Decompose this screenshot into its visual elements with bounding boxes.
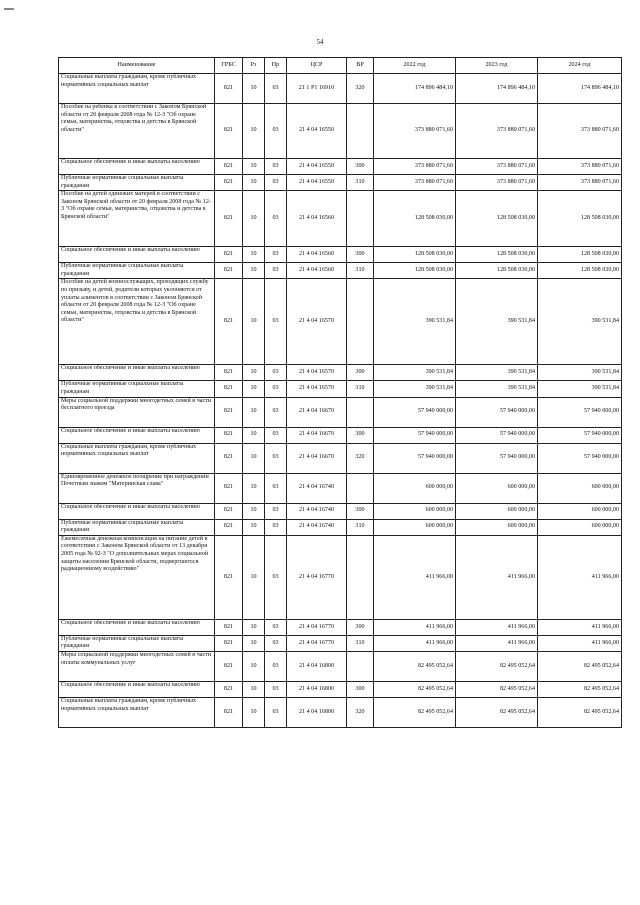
row-csr: 21 4 04 16740 xyxy=(287,503,347,519)
row-csr: 21 4 04 16570 xyxy=(287,381,347,397)
row-amount-2023: 390 531,84 xyxy=(456,279,538,365)
row-amount-2024: 390 531,84 xyxy=(538,381,622,397)
row-grbs: 821 xyxy=(215,175,243,191)
row-vr xyxy=(347,191,374,247)
row-amount-2023: 600 000,00 xyxy=(456,503,538,519)
row-amount-2023: 57 940 000,00 xyxy=(456,397,538,427)
header-name: Наименование xyxy=(59,58,215,74)
row-amount-2022: 600 000,00 xyxy=(374,473,456,503)
row-amount-2023: 128 508 030,00 xyxy=(456,247,538,263)
row-amount-2023: 600 000,00 xyxy=(456,519,538,535)
row-pr: 03 xyxy=(265,619,287,635)
header-grbs: ГРБС xyxy=(215,58,243,74)
row-name: Социальное обеспечение и иные выплаты населению xyxy=(59,159,215,175)
row-csr: 21 4 04 16560 xyxy=(287,191,347,247)
row-csr: 21 4 04 16570 xyxy=(287,365,347,381)
row-amount-2022: 600 000,00 xyxy=(374,503,456,519)
table-row xyxy=(59,159,622,175)
row-rz: 10 xyxy=(243,175,265,191)
row-amount-2023: 82 495 052,64 xyxy=(456,652,538,682)
row-name: Ежемесячная денежная компенсация на питание детей в соответствии с Законом Брянской области от 13 декабря 2005 года № 92-З "О дополнительных мерах социальной защиты населения Брянской области, подвергшегося радиационному воздействию" xyxy=(59,535,215,619)
row-pr: 03 xyxy=(265,473,287,503)
row-rz: 10 xyxy=(243,381,265,397)
row-amount-2023: 390 531,84 xyxy=(456,381,538,397)
row-pr: 03 xyxy=(265,652,287,682)
row-vr: 300 xyxy=(347,503,374,519)
row-name: Социальное обеспечение и иные выплаты населению xyxy=(59,503,215,519)
row-rz: 10 xyxy=(243,503,265,519)
row-amount-2024: 373 880 071,60 xyxy=(538,175,622,191)
row-csr: 21 4 04 16770 xyxy=(287,619,347,635)
row-vr xyxy=(347,104,374,159)
table-row xyxy=(59,682,622,698)
row-amount-2024: 128 508 030,00 xyxy=(538,247,622,263)
row-vr: 300 xyxy=(347,247,374,263)
table-row xyxy=(59,279,622,365)
row-name: Публичные нормативные социальные выплаты гражданам xyxy=(59,519,215,535)
table-row xyxy=(59,104,622,159)
row-amount-2023: 128 508 030,00 xyxy=(456,191,538,247)
row-vr: 320 xyxy=(347,698,374,728)
row-amount-2023: 82 495 052,64 xyxy=(456,698,538,728)
row-rz: 10 xyxy=(243,397,265,427)
row-name: Социальное обеспечение и иные выплаты населению xyxy=(59,427,215,443)
row-vr: 300 xyxy=(347,159,374,175)
row-grbs: 821 xyxy=(215,104,243,159)
row-amount-2024: 411 966,00 xyxy=(538,535,622,619)
row-pr: 03 xyxy=(265,381,287,397)
row-amount-2024: 82 495 052,64 xyxy=(538,698,622,728)
page-number: 54 xyxy=(316,38,324,46)
scan-edge-mark xyxy=(4,8,14,10)
header-vr: ВР xyxy=(347,58,374,74)
row-csr: 21 1 P1 16910 xyxy=(287,74,347,104)
row-amount-2023: 390 531,84 xyxy=(456,365,538,381)
row-amount-2022: 373 880 071,60 xyxy=(374,104,456,159)
row-pr: 03 xyxy=(265,263,287,279)
row-vr: 300 xyxy=(347,365,374,381)
row-pr: 03 xyxy=(265,74,287,104)
table-row xyxy=(59,635,622,651)
table-row xyxy=(59,503,622,519)
row-pr: 03 xyxy=(265,698,287,728)
row-name: Социальное обеспечение и иные выплаты населению xyxy=(59,682,215,698)
table-row xyxy=(59,381,622,397)
row-amount-2022: 128 508 030,00 xyxy=(374,263,456,279)
row-vr: 310 xyxy=(347,635,374,651)
row-amount-2022: 174 896 484,10 xyxy=(374,74,456,104)
row-amount-2024: 57 940 000,00 xyxy=(538,397,622,427)
row-vr xyxy=(347,473,374,503)
row-pr: 03 xyxy=(265,535,287,619)
row-amount-2023: 411 966,00 xyxy=(456,535,538,619)
header-2023: 2023 год xyxy=(456,58,538,74)
row-vr: 300 xyxy=(347,619,374,635)
row-grbs: 821 xyxy=(215,443,243,473)
row-vr xyxy=(347,535,374,619)
table-row xyxy=(59,519,622,535)
row-amount-2024: 128 508 030,00 xyxy=(538,191,622,247)
row-csr: 21 4 04 16800 xyxy=(287,698,347,728)
row-amount-2022: 600 000,00 xyxy=(374,519,456,535)
header-2024: 2024 год xyxy=(538,58,622,74)
row-csr: 21 4 04 16560 xyxy=(287,263,347,279)
row-grbs: 821 xyxy=(215,159,243,175)
header-csr: ЦСР xyxy=(287,58,347,74)
row-grbs: 821 xyxy=(215,381,243,397)
table-row xyxy=(59,698,622,728)
row-vr: 310 xyxy=(347,381,374,397)
row-name: Социальное обеспечение и иные выплаты населению xyxy=(59,247,215,263)
row-amount-2024: 57 940 000,00 xyxy=(538,443,622,473)
row-name: Единовременное денежное поощрение при награждении Почетным знаком "Материнская слава" xyxy=(59,473,215,503)
table-row xyxy=(59,74,622,104)
row-amount-2022: 373 880 071,60 xyxy=(374,175,456,191)
row-rz: 10 xyxy=(243,247,265,263)
row-amount-2024: 411 966,00 xyxy=(538,619,622,635)
row-amount-2023: 600 000,00 xyxy=(456,473,538,503)
row-pr: 03 xyxy=(265,175,287,191)
row-name: Публичные нормативные социальные выплаты гражданам xyxy=(59,381,215,397)
row-name: Пособие на детей одиноких матерей в соответствии с Законом Брянской области от 20 февраля 2008 года № 12-З "Об охране семьи, материнства, отцовства и детства в Брянской области" xyxy=(59,191,215,247)
row-pr: 03 xyxy=(265,159,287,175)
row-vr: 300 xyxy=(347,682,374,698)
row-amount-2023: 373 880 071,60 xyxy=(456,175,538,191)
row-csr: 21 4 04 16740 xyxy=(287,473,347,503)
row-amount-2024: 82 495 052,64 xyxy=(538,682,622,698)
row-pr: 03 xyxy=(265,427,287,443)
row-amount-2024: 600 000,00 xyxy=(538,503,622,519)
row-grbs: 821 xyxy=(215,191,243,247)
row-pr: 03 xyxy=(265,191,287,247)
row-rz: 10 xyxy=(243,635,265,651)
row-amount-2024: 411 966,00 xyxy=(538,635,622,651)
header-2022: 2022 год xyxy=(374,58,456,74)
row-amount-2022: 128 508 030,00 xyxy=(374,191,456,247)
table-row xyxy=(59,427,622,443)
row-rz: 10 xyxy=(243,652,265,682)
row-vr: 320 xyxy=(347,74,374,104)
row-amount-2023: 411 966,00 xyxy=(456,635,538,651)
row-amount-2024: 373 880 071,60 xyxy=(538,104,622,159)
row-grbs: 821 xyxy=(215,698,243,728)
table-row xyxy=(59,443,622,473)
row-amount-2024: 174 896 484,10 xyxy=(538,74,622,104)
row-rz: 10 xyxy=(243,682,265,698)
row-pr: 03 xyxy=(265,682,287,698)
row-name: Пособие на детей военнослужащих, проходящих службу по призыву, и детей, родители которых уклоняются от уплаты алиментов в соответствии с Законом Брянской области от 20 февраля 2008 года № 12-З "Об охране семьи, материнства, отцовства и детства в Брянской области" xyxy=(59,279,215,365)
row-rz: 10 xyxy=(243,698,265,728)
row-vr: 310 xyxy=(347,175,374,191)
row-csr: 21 4 04 16800 xyxy=(287,652,347,682)
row-name: Социальные выплаты гражданам, кроме публичных нормативных социальных выплат xyxy=(59,74,215,104)
row-amount-2022: 390 531,84 xyxy=(374,381,456,397)
table-row xyxy=(59,473,622,503)
row-amount-2024: 57 940 000,00 xyxy=(538,427,622,443)
row-amount-2022: 390 531,84 xyxy=(374,365,456,381)
row-pr: 03 xyxy=(265,635,287,651)
row-amount-2023: 57 940 000,00 xyxy=(456,443,538,473)
row-csr: 21 4 04 16800 xyxy=(287,682,347,698)
row-amount-2023: 373 880 071,60 xyxy=(456,104,538,159)
row-rz: 10 xyxy=(243,74,265,104)
row-name: Социальное обеспечение и иные выплаты населению xyxy=(59,619,215,635)
row-name: Социальное обеспечение и иные выплаты населению xyxy=(59,365,215,381)
row-grbs: 821 xyxy=(215,635,243,651)
row-amount-2024: 82 495 052,64 xyxy=(538,652,622,682)
row-pr: 03 xyxy=(265,443,287,473)
table-row xyxy=(59,365,622,381)
row-pr: 03 xyxy=(265,519,287,535)
row-amount-2022: 57 940 000,00 xyxy=(374,427,456,443)
row-amount-2022: 411 966,00 xyxy=(374,635,456,651)
row-amount-2022: 82 495 052,64 xyxy=(374,682,456,698)
row-rz: 10 xyxy=(243,427,265,443)
row-name: Публичные нормативные социальные выплаты гражданам xyxy=(59,263,215,279)
row-vr: 310 xyxy=(347,519,374,535)
row-csr: 21 4 04 16770 xyxy=(287,635,347,651)
row-pr: 03 xyxy=(265,397,287,427)
budget-table xyxy=(58,57,622,728)
row-amount-2023: 82 495 052,64 xyxy=(456,682,538,698)
row-amount-2023: 373 880 071,60 xyxy=(456,159,538,175)
row-csr: 21 4 04 16670 xyxy=(287,427,347,443)
row-amount-2022: 82 495 052,64 xyxy=(374,698,456,728)
row-grbs: 821 xyxy=(215,427,243,443)
row-vr xyxy=(347,279,374,365)
row-grbs: 821 xyxy=(215,263,243,279)
row-rz: 10 xyxy=(243,443,265,473)
row-grbs: 821 xyxy=(215,397,243,427)
row-grbs: 821 xyxy=(215,365,243,381)
table-body xyxy=(59,74,622,728)
row-amount-2022: 57 940 000,00 xyxy=(374,443,456,473)
row-rz: 10 xyxy=(243,619,265,635)
row-vr xyxy=(347,652,374,682)
row-amount-2024: 373 880 071,60 xyxy=(538,159,622,175)
row-pr: 03 xyxy=(265,279,287,365)
row-grbs: 821 xyxy=(215,74,243,104)
row-amount-2022: 128 508 030,00 xyxy=(374,247,456,263)
row-csr: 21 4 04 16570 xyxy=(287,279,347,365)
row-csr: 21 4 04 16740 xyxy=(287,519,347,535)
row-grbs: 821 xyxy=(215,682,243,698)
row-name: Социальные выплаты гражданам, кроме публичных нормативных социальных выплат xyxy=(59,698,215,728)
row-amount-2023: 128 508 030,00 xyxy=(456,263,538,279)
row-amount-2022: 411 966,00 xyxy=(374,619,456,635)
row-amount-2024: 128 508 030,00 xyxy=(538,263,622,279)
row-amount-2022: 390 531,84 xyxy=(374,279,456,365)
row-grbs: 821 xyxy=(215,503,243,519)
row-pr: 03 xyxy=(265,365,287,381)
row-rz: 10 xyxy=(243,263,265,279)
row-rz: 10 xyxy=(243,159,265,175)
row-csr: 21 4 04 16560 xyxy=(287,247,347,263)
row-name: Пособие на ребенка в соответствии с Законом Брянской области от 20 февраля 2008 года № 12-З "Об охране семьи, материнства, отцовства и детства в Брянской области" xyxy=(59,104,215,159)
row-rz: 10 xyxy=(243,519,265,535)
row-vr: 310 xyxy=(347,263,374,279)
row-name: Меры социальной поддержки многодетных семей в части оплаты коммунальных услуг xyxy=(59,652,215,682)
row-amount-2023: 174 896 484,10 xyxy=(456,74,538,104)
row-name: Меры социальной поддержки многодетных семей в части бесплатного проезда xyxy=(59,397,215,427)
header-rz: Рз xyxy=(243,58,265,74)
table-row xyxy=(59,619,622,635)
row-rz: 10 xyxy=(243,279,265,365)
row-pr: 03 xyxy=(265,503,287,519)
row-amount-2022: 82 495 052,64 xyxy=(374,652,456,682)
row-grbs: 821 xyxy=(215,652,243,682)
row-csr: 21 4 04 16670 xyxy=(287,443,347,473)
table-row xyxy=(59,191,622,247)
row-amount-2023: 411 966,00 xyxy=(456,619,538,635)
table-row xyxy=(59,175,622,191)
row-amount-2022: 373 880 071,60 xyxy=(374,159,456,175)
row-amount-2024: 390 531,84 xyxy=(538,279,622,365)
table-row xyxy=(59,652,622,682)
row-rz: 10 xyxy=(243,473,265,503)
row-csr: 21 4 04 16550 xyxy=(287,104,347,159)
row-csr: 21 4 04 16770 xyxy=(287,535,347,619)
row-rz: 10 xyxy=(243,365,265,381)
row-grbs: 821 xyxy=(215,519,243,535)
row-name: Публичные нормативные социальные выплаты гражданам xyxy=(59,175,215,191)
row-grbs: 821 xyxy=(215,473,243,503)
row-csr: 21 4 04 16670 xyxy=(287,397,347,427)
row-grbs: 821 xyxy=(215,619,243,635)
row-vr: 300 xyxy=(347,427,374,443)
row-rz: 10 xyxy=(243,191,265,247)
row-vr xyxy=(347,397,374,427)
table-row xyxy=(59,247,622,263)
row-amount-2024: 600 000,00 xyxy=(538,519,622,535)
table-header-row xyxy=(59,58,622,74)
table-row xyxy=(59,397,622,427)
row-rz: 10 xyxy=(243,104,265,159)
row-csr: 21 4 04 16550 xyxy=(287,159,347,175)
header-pr: Пр xyxy=(265,58,287,74)
row-grbs: 821 xyxy=(215,247,243,263)
row-vr: 320 xyxy=(347,443,374,473)
row-grbs: 821 xyxy=(215,279,243,365)
row-amount-2023: 57 940 000,00 xyxy=(456,427,538,443)
table-row xyxy=(59,535,622,619)
row-grbs: 821 xyxy=(215,535,243,619)
row-name: Публичные нормативные социальные выплаты гражданам xyxy=(59,635,215,651)
row-pr: 03 xyxy=(265,247,287,263)
row-amount-2022: 57 940 000,00 xyxy=(374,397,456,427)
row-amount-2024: 390 531,84 xyxy=(538,365,622,381)
row-amount-2022: 411 966,00 xyxy=(374,535,456,619)
row-csr: 21 4 04 16550 xyxy=(287,175,347,191)
row-rz: 10 xyxy=(243,535,265,619)
row-pr: 03 xyxy=(265,104,287,159)
table-row xyxy=(59,263,622,279)
row-amount-2024: 600 000,00 xyxy=(538,473,622,503)
row-name: Социальные выплаты гражданам, кроме публичных нормативных социальных выплат xyxy=(59,443,215,473)
